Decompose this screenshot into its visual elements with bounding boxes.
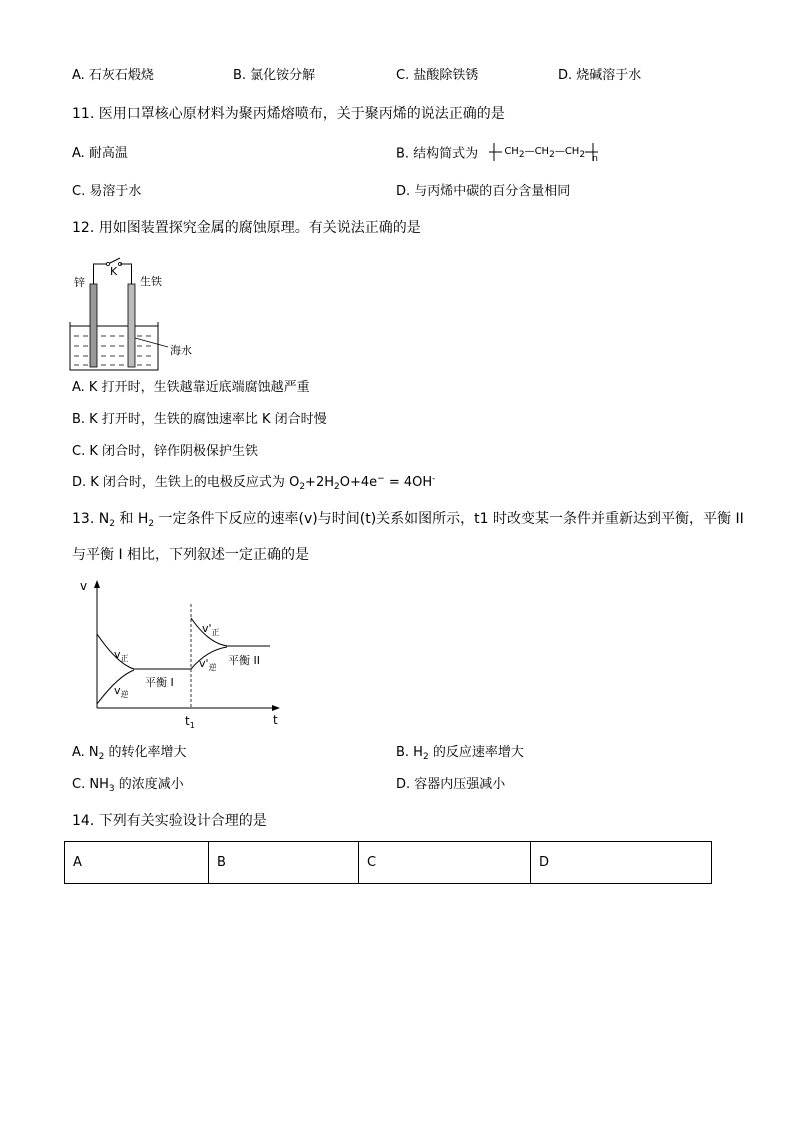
q12-option-d: D. K 闭合时，生铁上的电极反应式为 $O_2+2H_2O+4e^- = 4OH^-$ [72, 474, 436, 492]
label-equilibrium-2: 平衡 II [228, 654, 260, 667]
switch-k [108, 258, 120, 264]
q10-option-b: B. 氯化铵分解 [233, 68, 316, 83]
q13-stem-line1: 13. $N_2$ 和 $H_2$ 一定条件下反应的速率(v)与时间(t)关系如图所示，t1 时改变某一条件并重新达到平衡，平衡 II [72, 511, 744, 529]
q14-cell-a: A [65, 842, 209, 884]
q14-cell-b: B [209, 842, 359, 884]
q14-cell-c: C [359, 842, 531, 884]
q13-stem-line2: 与平衡 I 相比，下列叙述一定正确的是 [72, 547, 310, 563]
label-switch: K [110, 265, 118, 278]
q12-stem: 12. 用如图装置探究金属的腐蚀原理。有关说法正确的是 [72, 220, 421, 236]
q10-option-c: C. 盐酸除铁锈 [396, 68, 479, 83]
table-row [65, 842, 712, 884]
series-v-forward [97, 634, 191, 669]
x-axis-label: t [273, 713, 278, 727]
label-seawater: 海水 [170, 344, 192, 357]
q11-option-a: A. 耐高温 [72, 146, 128, 161]
label-equilibrium-1: 平衡 I [145, 676, 174, 689]
polymer-n: n [592, 154, 598, 164]
q10-option-a: A. 石灰石煅烧 [72, 68, 154, 83]
label-zinc: 锌 [74, 276, 85, 289]
q13-option-c: C. $NH_3$ 的浓度减小 [72, 777, 184, 794]
iron-electrode [128, 284, 135, 367]
y-axis-label: v [80, 579, 88, 593]
x-axis-arrow [272, 705, 280, 711]
q11-option-d: D. 与丙烯中碳的百分含量相同 [396, 184, 571, 199]
q13-option-a: A. $N_2$ 的转化率增大 [72, 745, 187, 762]
q13-option-d: D. 容器内压强减小 [396, 777, 506, 792]
zinc-electrode [90, 284, 97, 367]
wire [94, 264, 109, 284]
t1-tick-label: $t_1$ [185, 714, 195, 730]
q14-options-table [64, 841, 712, 884]
label-iron: 生铁 [140, 275, 162, 288]
q14-cell-d: D [531, 842, 712, 884]
q12-option-c: C. K 闭合时，锌作阴极保护生铁 [72, 444, 258, 459]
rate-time-chart [72, 576, 302, 736]
q12-option-a: A. K 打开时，生铁越靠近底端腐蚀越严重 [72, 380, 310, 395]
corrosion-apparatus-figure [64, 254, 204, 374]
q11-option-b [396, 145, 610, 164]
q11-option-b-label: B. 结构简式为 [396, 146, 479, 162]
label-v2-forward: $v'_正$ [202, 622, 220, 637]
label-v-forward: $v_正$ [114, 648, 129, 663]
q12-option-b: B. K 打开时，生铁的腐蚀速率比 K 闭合时慢 [72, 412, 327, 427]
label-v2-reverse: $v'_逆$ [199, 657, 217, 672]
q10-option-d: D. 烧碱溶于水 [558, 68, 642, 83]
label-v-reverse: $v_逆$ [114, 684, 129, 699]
q13-option-b: B. $H_2$ 的反应速率增大 [396, 745, 524, 762]
q11-option-c: C. 易溶于水 [72, 184, 142, 199]
y-axis-arrow [94, 580, 100, 588]
q14-stem: 14. 下列有关实验设计合理的是 [72, 813, 267, 829]
polypropylene-structure-formula: $CH_2—CH_2—CH_2$ $_n$ [488, 143, 610, 161]
q11-stem: 11. 医用口罩核心原材料为聚丙烯熔喷布，关于聚丙烯的说法正确的是 [72, 106, 505, 122]
